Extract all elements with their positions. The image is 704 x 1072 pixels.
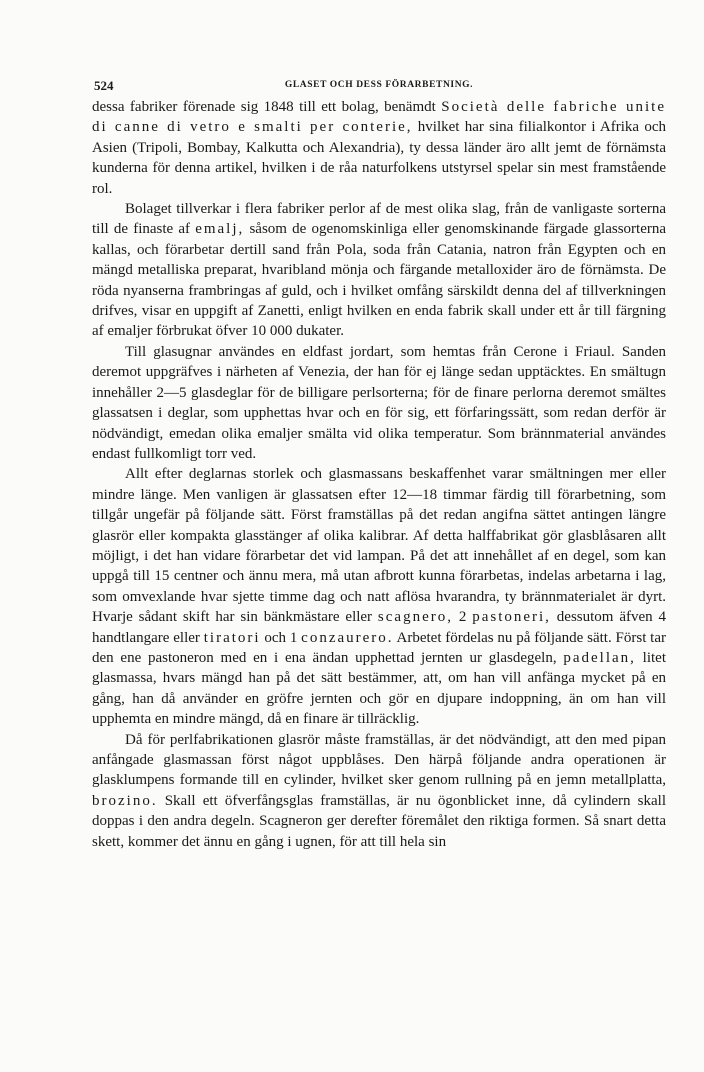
text-run: dessa fabriker förenade sig 1848 till ett bolag, benämdt bbox=[92, 99, 442, 115]
text-run: såsom de ogenomskinliga eller genomskinande färgade glassorterna kallas, och förarbetar dertill sand från Pola, soda från Catania, natron från Egypten och en mängd metalliska preparat, hvaribland mönja och färgande metalloxider äro de förnämsta. De röda nyanserna frambringas af guld, och i hvilket omfång särskildt denna del af tillverkningen drifves, visar en uppgift af Zanetti, enligt hvilken en enda fabrik skall under ett år till färgning af emaljer förbrukat öfver 10 000 dukater. bbox=[92, 221, 667, 340]
text-run: Till glasugnar användes en eldfast jordart, som hemtas från Cerone i Friaul. Sanden deremot uppgräfves i närheten af Venezia, der han för ej länge sedan upptäcktes. En smältugn innehåller 2—5 glasdeglar för de billigare perlsorterna; för de finare perlorna deremot smältes glassatsen i deglar, som upphettas hvar och en för sig, ett förfaringssätt, som redan derför är nödvändigt, emedan olika emaljer smälta vid olika temperatur. Som brännmaterial användes endast fullkomligt torr ved. bbox=[92, 343, 666, 462]
paragraph bbox=[92, 730, 666, 852]
text-run: Allt efter deglarnas storlek och glasmassans beskaffenhet varar smältningen mer eller mindre länge. Men vanligen är glassatsen efter 12—18 timmar färdig till förarbetning, som tillgår ungefär på följande sätt. Först framställas på det redan angifna sättet antingen längre glasrör eller kompakta glasstänger af olika kalibrar. Af detta halffabrikat gör glasblåsaren allt möjligt, i det han vidare förarbetar det vid lampan. På det att innehållet af en degel, som kan uppgå till 15 centner och ännu mera, må utan afbrott kunna förarbetas, indelas arbetarna i lag, som omvexlande hvar sjette timme dag och natt aflösa hvarandra, ty brännmaterialet är dyrt. Hvarje sådant skift har sin bänkmästare eller bbox=[92, 466, 666, 626]
spaced-term: scagnero, bbox=[377, 609, 453, 626]
paragraph bbox=[92, 199, 666, 342]
body-text bbox=[92, 97, 666, 852]
spaced-term: emalj, bbox=[195, 221, 245, 238]
text-run: litet glasmassa, hvars mängd han på det sätt bestämmer, att, om han vill anfänga mycket på en gång, han då använder en gröfre jernten och gör en djupare indoppning, än om han vill upphemta en mindre mängd, då en finare är tillräcklig. bbox=[92, 649, 666, 728]
spaced-term: pastoneri, bbox=[472, 609, 551, 626]
spaced-term: Società delle fabriche unite di canne di vetro e smalti per conterie, bbox=[92, 99, 666, 136]
paragraph bbox=[92, 342, 666, 464]
spaced-term: conzaurero. bbox=[301, 629, 394, 646]
text-run: Bolaget tillverkar i flera fabriker perlor af de mest olika slag, från de vanligaste sorterna till de finaste af bbox=[92, 201, 666, 238]
paragraph bbox=[92, 464, 666, 729]
text-run: Skall ett öfverfångsglas framställas, är nu ögonblicket inne, då cylindern skall doppas i den andra degeln. Scagneron ger derefter föremålet den riktiga formen. Så snart detta skett, kommer det ännu en gång i ugnen, för att till hela sin bbox=[92, 792, 666, 850]
page-number: 524 bbox=[94, 78, 114, 93]
spaced-term: padellan, bbox=[563, 649, 636, 666]
text-run: och 1 bbox=[260, 629, 302, 646]
running-title: GLASET OCH DESS FÖRARBETNING. bbox=[284, 80, 474, 90]
text-run: Då för perlfabrikationen glasrör måste framställas, är det nödvändigt, att den med pipan anfångade glasmassan först något uppblåses. Den härpå följande andra operationen är glasklumpens formande till en cylinder, hvilket sker genom rullning på en jemn metallplatta, bbox=[92, 731, 666, 789]
text-run: 2 bbox=[452, 609, 473, 626]
text-run: dessutom äfven 4 handtlangare eller bbox=[92, 609, 666, 646]
page-header bbox=[92, 78, 666, 94]
text-run: Arbetet fördelas nu på följande sätt. Först tar den ene pastoneron med en i ena ändan upphettad jernten ur glasdegeln, bbox=[92, 629, 666, 666]
text-run: hvilket har sina filialkontor i Afrika och Asien (Tripoli, Bombay, Kalkutta och Alexandria), ty dessa länder äro allt jemt de förnämsta kunderna för denna artikel, hvilken i de råa naturfolkens utstyrsel spelar sin mest framstående rol. bbox=[92, 119, 666, 197]
spaced-term: brozino. bbox=[92, 792, 158, 809]
spaced-term: tiratori bbox=[203, 629, 261, 646]
paragraph bbox=[92, 97, 666, 199]
